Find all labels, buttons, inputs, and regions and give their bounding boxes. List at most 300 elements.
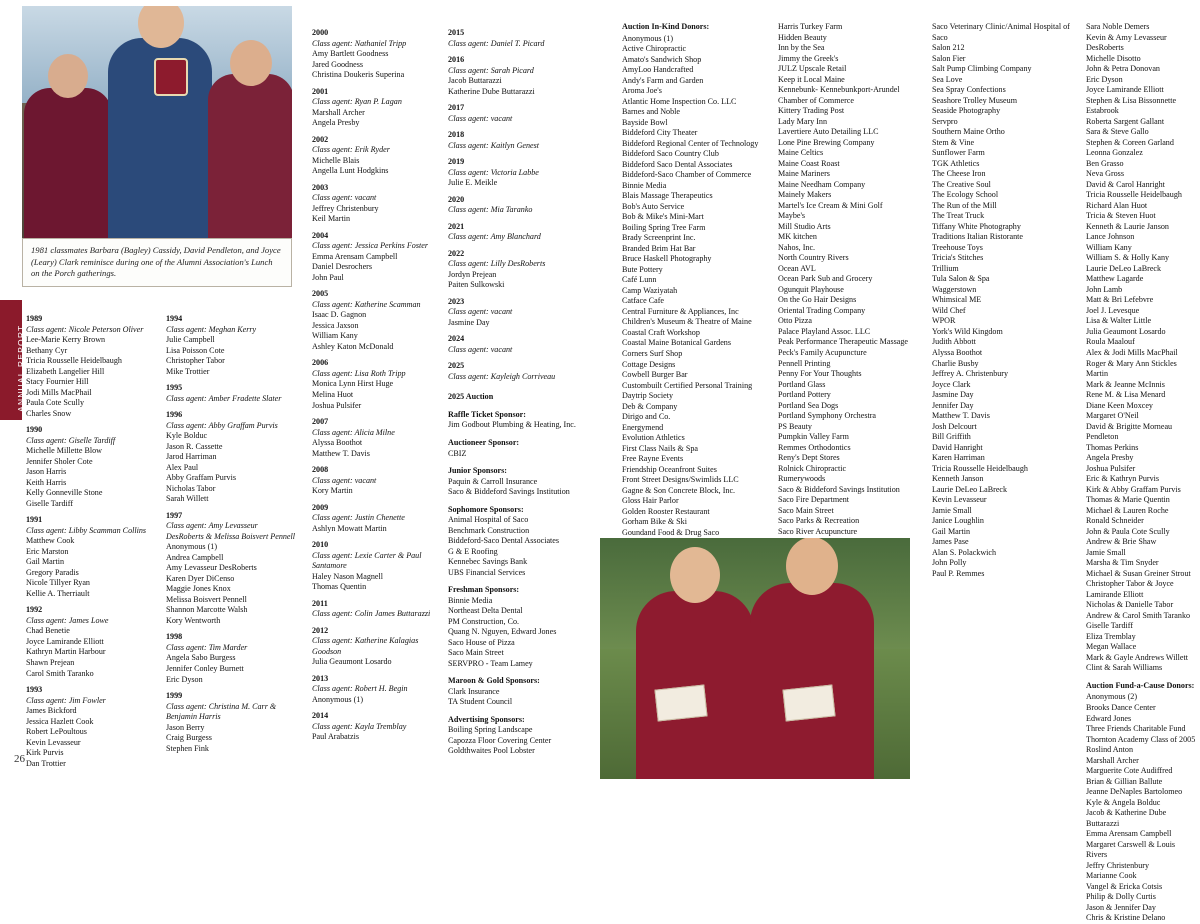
- donor-name: Stephen & Coreen Garland: [1086, 137, 1174, 147]
- donor-name: Kittery Trading Post: [778, 106, 845, 116]
- donors-column-g: [932, 22, 1080, 579]
- donor-name: Saco Parks & Recreation: [778, 516, 860, 526]
- class-donor-name: Jessica Hazlett Cook: [26, 716, 94, 726]
- class-year-block: [312, 183, 432, 225]
- class-donor-name: Tricia Rousselle Heidelbaugh: [26, 356, 122, 366]
- donors-column-h: [1086, 22, 1198, 924]
- donor-name: Pennell Printing: [778, 358, 831, 368]
- fund-a-cause-donor-name: Emma Arensam Campbell: [1086, 829, 1172, 839]
- sponsor-name: PM Construction, Co.: [448, 616, 520, 626]
- class-donor-name: Shannon Marcotte Walsh: [166, 605, 248, 615]
- class-donor-name: Shawn Prejean: [26, 657, 75, 667]
- donor-name: Free Rayne Events: [622, 454, 684, 464]
- donor-name: David & Carol Hanright: [1086, 179, 1165, 189]
- class-donor-name: Christopher Tabor: [166, 356, 225, 366]
- person-left-head: [48, 54, 88, 98]
- graduate-left: [636, 591, 754, 779]
- donor-name: Kenneth Janson: [932, 474, 984, 484]
- donor-name: Traditions Italian Ristorante: [932, 232, 1023, 242]
- class-year-block: [26, 685, 156, 769]
- donor-name: On the Go Hair Designs: [778, 295, 857, 305]
- donor-name: Andrew & Brie Shaw: [1086, 537, 1157, 547]
- donor-name: Jimmy the Greek's: [778, 53, 839, 63]
- donor-name: Barnes and Noble: [622, 107, 680, 117]
- class-donor-name: Sarah Willett: [166, 494, 209, 504]
- donor-name: Matt & Bri Lefebvre: [1086, 295, 1154, 305]
- class-year-block: [166, 511, 296, 627]
- donor-name: Lone Pine Brewing Company: [778, 137, 875, 147]
- class-donor-name: Giselle Tardiff: [26, 498, 74, 508]
- donor-name: Rumerywoods: [778, 474, 826, 484]
- donor-name: Branded Brim Hat Bar: [622, 243, 696, 253]
- fund-a-cause-donor-name: Marguerite Cote Audiffred: [1086, 766, 1173, 776]
- donor-name: Coastal Craft Workshop: [622, 327, 700, 337]
- class-year-block: [448, 297, 578, 329]
- donor-name: Maine Celtics: [778, 148, 824, 158]
- class-year: 2000: [312, 28, 329, 37]
- donor-name: Julia Geaumont Losardo: [1086, 326, 1166, 336]
- donor-name: Andrew & Carol Smith Taranko: [1086, 610, 1191, 620]
- sponsor-name: Kennebec Savings Bank: [448, 557, 528, 567]
- page-number: 26: [14, 753, 25, 765]
- donor-name: Sea Spray Confections: [932, 85, 1006, 95]
- class-donor-name: Michelle Blais: [312, 155, 360, 165]
- person-right: [208, 74, 292, 238]
- class-donor-name: Jason Harris: [26, 467, 67, 477]
- donor-name: Eric Dyson: [1086, 74, 1123, 84]
- donor-name: Rolnick Chiropractic: [778, 463, 847, 473]
- class-year-block: [166, 632, 296, 685]
- donor-name: Pumpkin Valley Farm: [778, 432, 849, 442]
- class-agent: Class agent: Nicole Peterson Oliver: [26, 324, 144, 334]
- donor-name: Charlie Busby: [932, 358, 979, 368]
- donor-name: Gail Martin: [932, 526, 970, 536]
- class-donor-name: Marshall Archer: [312, 107, 365, 117]
- donor-name: Leonna Gonzalez: [1086, 148, 1143, 158]
- donor-name: Portland Symphony Orchestra: [778, 411, 877, 421]
- sponsor-group-heading: Sophomore Sponsors:: [448, 504, 524, 514]
- class-year: 1995: [166, 383, 183, 393]
- donor-name: Roberta Sargent Gallant: [1086, 116, 1165, 126]
- class-donor-name: Nicholas Tabor: [166, 483, 216, 493]
- sponsor-name: Saco Main Street: [448, 648, 504, 658]
- class-agent: Class agent: Tim Marder: [166, 642, 248, 652]
- class-donor-name: Monica Lynn Hirst Huge: [312, 379, 394, 389]
- donor-name: Tricia Rousselle Heidelbaugh: [1086, 190, 1182, 200]
- class-year: 2019: [448, 157, 465, 167]
- class-agent: Class agent: Kaitlyn Genest: [448, 140, 540, 150]
- donor-name: Paul P. Remmes: [932, 568, 985, 578]
- class-donor-name: Jordyn Prejean: [448, 269, 497, 279]
- class-donor-name: Angela Presby: [312, 118, 360, 128]
- sponsor-name: Quang N. Nguyen, Edward Jones: [448, 627, 557, 637]
- class-year: 2007: [312, 417, 329, 427]
- class-year: 2017: [448, 103, 465, 113]
- class-year: 2004: [312, 230, 329, 240]
- donor-name: Brady Screenprint Inc.: [622, 233, 696, 243]
- donor-name: Binnie Media: [622, 180, 667, 190]
- donor-name: Saco Fire Department: [778, 495, 850, 505]
- class-year: 2012: [312, 625, 329, 635]
- donor-name: Laurie DeLeo LaBreck: [1086, 263, 1162, 273]
- donor-name: Tricia Rousselle Heidelbaugh: [932, 463, 1028, 473]
- sponsor-group-heading: Junior Sponsors:: [448, 466, 507, 476]
- donor-name: Alan S. Polackwich: [932, 547, 997, 557]
- class-year: 2003: [312, 182, 329, 192]
- class-donor-name: Stephen Fink: [166, 743, 209, 753]
- donor-name: Laurie DeLeo LaBreck: [932, 484, 1008, 494]
- sponsor-name: Benchmark Construction: [448, 525, 530, 535]
- donor-name: Biddeford Saco Country Club: [622, 149, 719, 159]
- annual-report-tab: [0, 300, 26, 420]
- class-donor-name: Paiten Sulkowski: [448, 280, 505, 290]
- class-year: 2005: [312, 289, 329, 299]
- donor-name: Maine Needham Company: [778, 179, 866, 189]
- donor-name: Friendship Oceanfront Suites: [622, 464, 717, 474]
- donor-name: Sara & Steve Gallo: [1086, 127, 1149, 137]
- class-donor-name: Carol Smith Taranko: [26, 668, 94, 678]
- sponsor-group-heading: Freshman Sponsors:: [448, 585, 520, 595]
- donor-name: North Country Rivers: [778, 253, 849, 263]
- class-donor-name: Craig Burgess: [166, 733, 212, 743]
- class-year-block: [312, 358, 432, 411]
- class-year: 1991: [26, 515, 43, 525]
- class-year: 2001: [312, 86, 329, 96]
- class-donor-name: Kyle Bolduc: [166, 431, 208, 441]
- class-agent: Class agent: Abby Graffam Purvis: [166, 420, 278, 430]
- donor-name: Tula Salon & Spa: [932, 274, 990, 284]
- class-year-block: [448, 222, 578, 243]
- donor-name: Ben Grasso: [1086, 158, 1124, 168]
- class-agent: Class agent: Lisa Roth Tripp: [312, 368, 406, 378]
- class-year-block: [312, 540, 432, 593]
- class-donor-name: Kirk Purvis: [26, 748, 64, 758]
- class-year: 1990: [26, 425, 43, 435]
- class-year: 2015: [448, 28, 465, 37]
- fund-a-cause-donor-name: Vangel & Ericka Cotsis: [1086, 881, 1163, 891]
- class-year-block: [166, 314, 296, 377]
- donor-name: Giselle Tardiff: [1086, 621, 1134, 631]
- class-year-block: [312, 87, 432, 129]
- class-agent: Class agent: Amy Levasseur DesRoberts & Melissa Boisvert Pennell: [166, 521, 296, 541]
- class-donor-name: Julie Campbell: [166, 335, 215, 345]
- donor-name: Marsha & Tim Snyder: [1086, 558, 1159, 568]
- class-agent: Class agent: Katherine Scamman: [312, 299, 421, 309]
- class-donor-name: Matthew T. Davis: [312, 448, 370, 458]
- class-donor-name: William Kany: [312, 331, 358, 341]
- class-agent: Class agent: Lilly DesRoberts: [448, 259, 546, 269]
- donor-name: First Class Nails & Spa: [622, 443, 698, 453]
- class-donor-name: Ashley Katon McDonald: [312, 341, 394, 351]
- class-year-block: [166, 410, 296, 505]
- class-agent: Class agent: Christina M. Carr & Benjamin Harris: [166, 701, 277, 722]
- donor-name: Mill Studio Arts: [778, 221, 831, 231]
- class-agent: Class agent: Amber Fradette Slater: [166, 393, 282, 403]
- class-year-block: [166, 691, 296, 754]
- donor-name: York's Wild Kingdom: [932, 326, 1003, 336]
- class-year: 2009: [312, 502, 329, 512]
- class-agent: Class agent: Sarah Picard: [448, 65, 534, 75]
- class-donor-name: Karen Dyer DiCenso: [166, 573, 235, 583]
- donor-name: Angela Presby: [1086, 453, 1134, 463]
- donor-name: Café Lunn: [622, 275, 657, 285]
- donor-name: John Polly: [932, 558, 967, 568]
- class-donor-name: Keith Harris: [26, 477, 67, 487]
- donor-name: John Lamb: [1086, 284, 1123, 294]
- graduate-left-head: [670, 547, 720, 603]
- fund-a-cause-donor-name: Brian & Gillian Ballute: [1086, 776, 1163, 786]
- class-year: 1998: [166, 632, 183, 642]
- class-donor-name: Paula Cote Scully: [26, 398, 84, 408]
- donor-name: John & Paula Cote Scully: [1086, 526, 1170, 536]
- class-donor-name: Jodi Mills MacPhail: [26, 387, 92, 397]
- class-donor-name: Eric Dyson: [166, 674, 203, 684]
- donor-name: Camp Waziyatah: [622, 285, 678, 295]
- donor-name: WPOR: [932, 316, 956, 326]
- sponsor-name: Boiling Spring Landscape: [448, 725, 533, 735]
- class-year: 2022: [448, 248, 465, 258]
- donor-name: Deb & Company: [622, 401, 678, 411]
- donor-name: Golden Rooster Restaurant: [622, 506, 710, 516]
- sponsor-name: SERVPRO - Team Lamey: [448, 658, 533, 668]
- donor-name: William Kany: [1086, 242, 1132, 252]
- class-year-block: [166, 383, 296, 404]
- class-donor-name: James Bickford: [26, 706, 77, 716]
- donor-name: Saco River Acupuncture: [778, 526, 858, 536]
- class-year: 1993: [26, 685, 43, 695]
- fund-a-cause-donor-name: Marianne Cook: [1086, 871, 1137, 881]
- class-agent: Class agent: Justin Chenette: [312, 513, 405, 523]
- auction-section-title: 2025 Auction: [448, 392, 494, 402]
- class-notes-column-a: [26, 308, 156, 773]
- person-center-head: [138, 6, 184, 48]
- donor-name: MK kitchen: [778, 232, 817, 242]
- donor-name: Hidden Beauty: [778, 32, 827, 42]
- donor-name: Tricia's Stitches: [932, 253, 984, 263]
- donor-name: Amato's Sandwich Shop: [622, 54, 702, 64]
- class-year-block: [312, 289, 432, 352]
- class-agent: Class agent: Jessica Perkins Foster: [312, 241, 428, 251]
- donor-name: Kenneth & Laurie Janson: [1086, 221, 1169, 231]
- donor-name: Seaside Photography: [932, 106, 1001, 116]
- class-year-block: [448, 157, 578, 189]
- donor-name: TGK Athletics: [932, 158, 980, 168]
- donor-name: John & Petra Donovan: [1086, 64, 1160, 74]
- donor-name: Joshua Pulsifer: [1086, 463, 1136, 473]
- class-agent: Class agent: vacant: [312, 475, 377, 485]
- class-donor-name: Gregory Paradis: [26, 567, 79, 577]
- class-donor-name: Julie E. Meikle: [448, 178, 498, 188]
- class-year-block: [312, 231, 432, 284]
- donor-name: Whimsical ME: [932, 295, 982, 305]
- class-agent: Class agent: Katherine Kalagias Goodson: [312, 636, 419, 656]
- donor-name: Inn by the Sea: [778, 43, 825, 53]
- class-year-block: [312, 465, 432, 497]
- donor-name: Kevin & Amy Levasseur DesRoberts: [1086, 32, 1167, 53]
- class-year-block: [448, 249, 578, 291]
- class-agent: Class agent: vacant: [448, 113, 513, 123]
- class-year-block: [312, 417, 432, 459]
- class-donor-name: Christina Doukeris Superina: [312, 70, 405, 80]
- annual-report-tab-label: ANNUAL REPORT: [16, 324, 26, 412]
- donor-name: Atlantic Home Inspection Co. LLC: [622, 96, 737, 106]
- sponsor-name: Saco House of Pizza: [448, 637, 515, 647]
- donor-name: Daytrip Society: [622, 391, 674, 401]
- donor-name: Seashore Trolley Museum: [932, 95, 1017, 105]
- class-donor-name: Lee-Marie Kerry Brown: [26, 335, 106, 345]
- class-donor-name: Jacob Buttarazzi: [448, 76, 502, 86]
- donor-name: Palace Playland Assoc. LLC: [778, 326, 871, 336]
- class-donor-name: Nicole Tillyer Ryan: [26, 578, 90, 588]
- class-donor-name: Gail Martin: [26, 557, 64, 567]
- donor-name: Salon 212: [932, 43, 965, 53]
- donor-name: Portland Sea Dogs: [778, 400, 839, 410]
- class-donor-name: Kory Martin: [312, 486, 353, 496]
- class-agent: Class agent: Giselle Tardiff: [26, 435, 116, 445]
- donor-name: Energymend: [622, 422, 664, 432]
- class-year: 2020: [448, 194, 465, 204]
- class-agent: Class agent: Robert H. Begin: [312, 684, 408, 694]
- class-donor-name: Jarod Harriman: [166, 452, 217, 462]
- donor-name: Children's Museum & Theatre of Maine: [622, 317, 752, 327]
- photo-caption: 1981 classmates Barbara (Bagley) Cassidy, David Pendleton, and Joyce (Leary) Clark reminisce during one of the Alumni Association's Lunch on the Porch gatherings.: [22, 238, 292, 287]
- class-donor-name: Melissa Boisvert Pennell: [166, 594, 247, 604]
- donor-name: Evolution Athletics: [622, 433, 685, 443]
- class-agent: Class agent: Kayleigh Corriveau: [448, 371, 556, 381]
- class-year: 2014: [312, 711, 329, 721]
- donor-name: Jennifer Day: [932, 400, 974, 410]
- class-year: 1996: [166, 410, 183, 420]
- donor-name: Mark & Jeanne McInnis: [1086, 379, 1165, 389]
- class-donor-name: Jason R. Cassette: [166, 441, 223, 451]
- donor-name: Diane Keen Moxcey: [1086, 400, 1153, 410]
- fund-a-cause-donor-name: Edward Jones: [1086, 713, 1132, 723]
- class-year: 1999: [166, 691, 183, 701]
- class-agent: Class agent: Erik Ryder: [312, 145, 390, 155]
- class-donor-name: Lisa Poisson Cote: [166, 345, 225, 355]
- sponsor-name: Jim Godbout Plumbing & Heating, Inc.: [448, 420, 576, 430]
- donor-name: Bute Pottery: [622, 264, 663, 274]
- fund-a-cause-donor-name: Jeanne DeNaples Bartolomeo: [1086, 787, 1183, 797]
- diploma-right: [782, 684, 835, 721]
- class-donor-name: Amy Levasseur DesRoberts: [166, 563, 257, 573]
- donor-name: Dirigo and Co.: [622, 412, 671, 422]
- donor-name: Joyce Lamirande Elliott: [1086, 85, 1164, 95]
- donor-name: Nahos, Inc.: [778, 242, 816, 252]
- donor-name: William S. & Holly Kany: [1086, 253, 1170, 263]
- donor-name: Roger & Mary Ann Stickles Martin: [1086, 358, 1177, 379]
- class-year-block: [448, 361, 578, 382]
- donor-name: Portland Glass: [778, 379, 826, 389]
- donor-name: Coastal Maine Botanical Gardens: [622, 338, 732, 348]
- fund-a-cause-donor-name: Roslind Anton: [1086, 745, 1133, 755]
- class-agent: Class agent: Mia Taranko: [448, 205, 533, 215]
- class-year: 2025: [448, 361, 465, 371]
- class-donor-name: Dan Trottier: [26, 758, 66, 768]
- class-year-block: [312, 135, 432, 177]
- donor-name: Biddeford City Theater: [622, 128, 698, 138]
- donor-name: Anonymous (1): [622, 33, 674, 43]
- class-year: 2002: [312, 134, 329, 144]
- class-donor-name: Melina Huot: [312, 389, 354, 399]
- donor-name: Sunflower Farm: [932, 148, 985, 158]
- fund-a-cause-donor-name: Marshall Archer: [1086, 755, 1139, 765]
- class-donor-name: Jared Goodness: [312, 59, 364, 69]
- donor-name: Thomas & Marie Quentin: [1086, 495, 1170, 505]
- donor-name: Kirk & Abby Graffam Purvis: [1086, 484, 1181, 494]
- class-donor-name: Jennifer Conley Burnett: [166, 663, 244, 673]
- sponsor-name: Capozza Floor Covering Center: [448, 735, 552, 745]
- sponsor-name: UBS Financial Services: [448, 567, 526, 577]
- class-donor-name: Joshua Pulsifer: [312, 400, 362, 410]
- donor-name: David Hanright: [932, 442, 983, 452]
- class-donor-name: Jasmine Day: [448, 317, 490, 327]
- class-year: 2013: [312, 673, 329, 683]
- donor-name: Salt Pump Climbing Company: [932, 64, 1032, 74]
- fund-a-cause-donor-name: Brooks Dance Center: [1086, 703, 1156, 712]
- sponsor-group-heading: Raffle Ticket Sponsor:: [448, 409, 526, 419]
- sponsor-group-heading: Maroon & Gold Sponsors:: [448, 676, 540, 686]
- donor-name: Lance Johnson: [1086, 232, 1135, 242]
- class-donor-name: Charles Snow: [26, 408, 72, 418]
- donor-name: David & Brigitte Morneau Pendleton: [1086, 421, 1173, 442]
- class-donor-name: Elizabeth Langelier Hill: [26, 366, 105, 376]
- fund-a-cause-donor-name: Jason & Jennifer Day: [1086, 902, 1156, 912]
- donor-name: JULZ Upscale Retail: [778, 64, 847, 74]
- class-year-block: [312, 28, 432, 81]
- person-right-head: [230, 40, 272, 86]
- class-donor-name: Joyce Lamirande Elliott: [26, 636, 104, 646]
- donor-name: Kennebunk- Kennebunkport-Arundel Chamber of Commerce: [778, 85, 900, 105]
- class-donor-name: Kathryn Martin Harbour: [26, 647, 106, 657]
- class-agent: Class agent: Colin James Buttarazzi: [312, 609, 431, 619]
- class-donor-name: Alyssa Boothot: [312, 438, 363, 448]
- donor-name: Oriental Trading Company: [778, 305, 866, 315]
- donor-name: Peak Performance Therapeutic Massage: [778, 337, 908, 347]
- class-donor-name: Keil Martin: [312, 214, 350, 224]
- class-agent: Class agent: Libby Scamman Collins: [26, 525, 147, 535]
- class-year: 1989: [26, 314, 43, 323]
- donor-name: Eric & Kathryn Purvis: [1086, 474, 1160, 484]
- donor-name: Front Street Designs/Swimlids LLC: [622, 475, 739, 485]
- donor-name: Cowbell Burger Bar: [622, 370, 688, 380]
- donor-name: Roula Maalouf: [1086, 337, 1135, 347]
- class-donor-name: Robert LePoultous: [26, 727, 87, 737]
- sponsor-name: Binnie Media: [448, 595, 493, 605]
- donor-name: Biddeford Saco Dental Associates: [622, 159, 733, 169]
- donor-name: Active Chiropractic: [622, 44, 687, 54]
- donor-name: Southern Maine Ortho: [932, 127, 1005, 137]
- fund-a-cause-donor-name: Jacob & Katherine Dube Buttarazzi: [1086, 808, 1167, 828]
- donor-name: Catface Cafe: [622, 296, 665, 306]
- class-year: 2018: [448, 130, 465, 140]
- class-donor-name: Anonymous (1): [312, 694, 364, 704]
- donor-name: Maine Mariners: [778, 169, 830, 179]
- donor-name: Thomas Perkins: [1086, 442, 1139, 452]
- donor-name: James Pase: [932, 537, 969, 547]
- donor-section-heading: Auction In-Kind Donors:: [622, 22, 710, 31]
- alumni-group-photo: [22, 6, 292, 238]
- class-agent: Class agent: Ryan P. Lagan: [312, 97, 402, 107]
- donor-name: Nicholas & Danielle Tabor: [1086, 600, 1174, 610]
- donor-name: Christopher Tabor & Joyce Lamirande Elliott: [1086, 579, 1174, 599]
- class-donor-name: Abby Graffam Purvis: [166, 473, 236, 483]
- donor-name: Ogunquit Playhouse: [778, 284, 844, 294]
- person-center: [108, 38, 212, 238]
- class-donor-name: Paul Arabatzis: [312, 732, 359, 742]
- donor-name: Penny For Your Thoughts: [778, 369, 862, 379]
- donor-name: Joyce Clark: [932, 379, 971, 389]
